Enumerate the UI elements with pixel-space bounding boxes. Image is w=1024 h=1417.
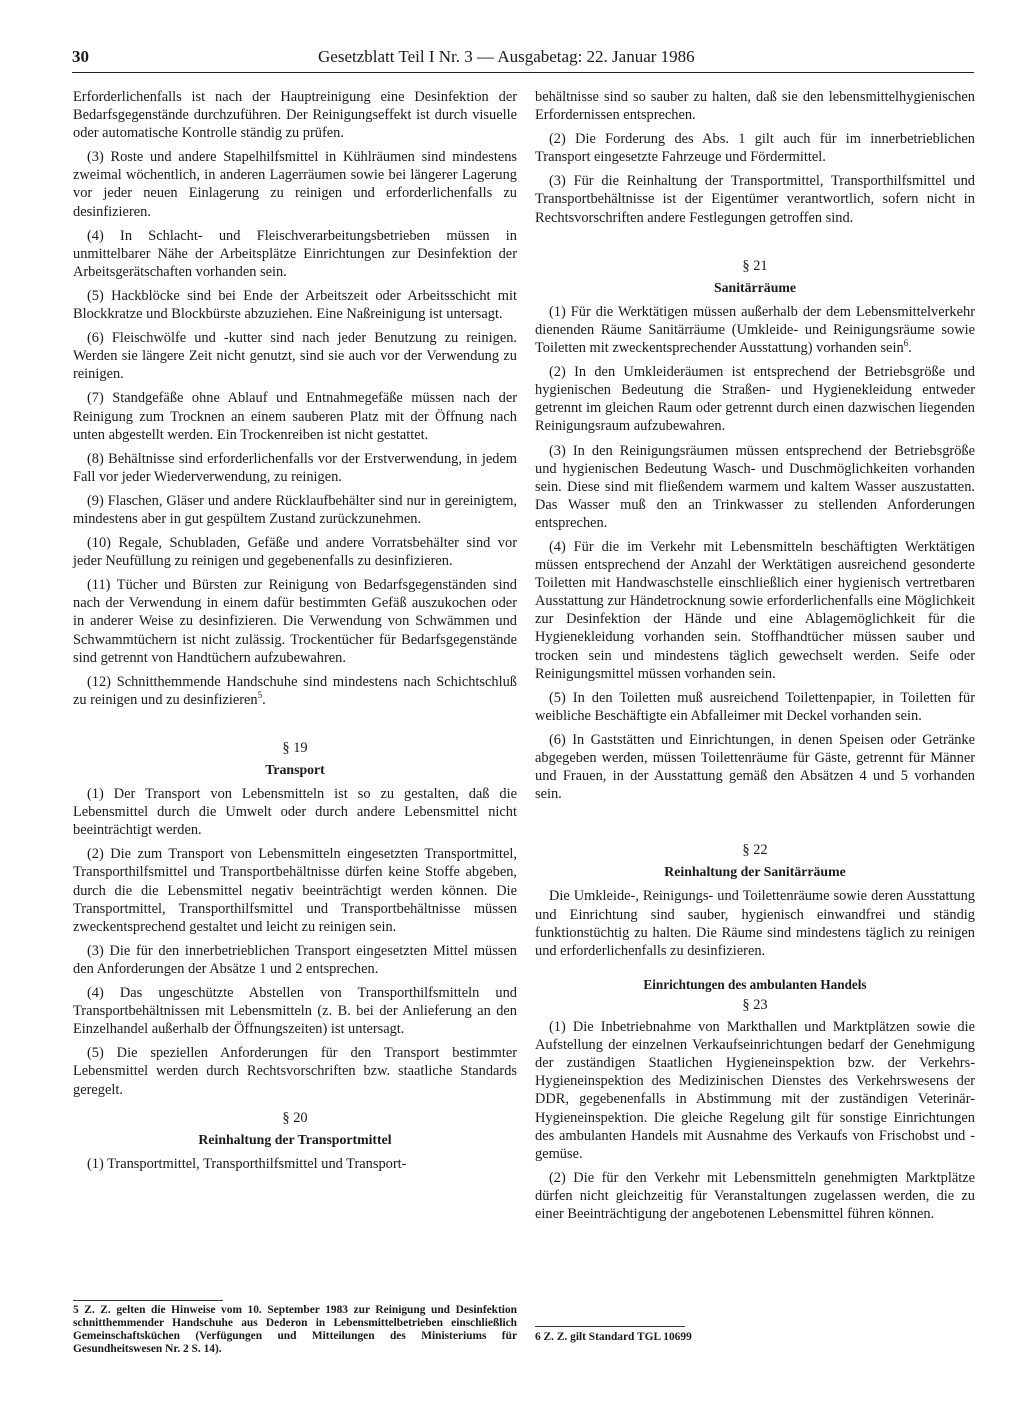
- section-title-19: Transport: [265, 762, 325, 777]
- paragraph: (3) Roste und andere Stapelhilfsmittel in Kühlräumen sind mindestens zweimal wöchentlich, in anderen Lagerräumen sowie bei längerer Lagerung vor jeder neuen Einlagerung zu reinigen und erforderlichenfalls zu desinfizieren.: [73, 149, 517, 220]
- paragraph: (4) Das ungeschützte Abstellen von Transporthilfsmitteln und Transportbehältnissen mit Lebensmitteln (z. B. bei der Anlieferung an den Einzelhandel außerhalb der Öffnungszeiten) ist untersagt.: [73, 985, 517, 1038]
- paragraph: (5) Hackblöcke sind bei Ende der Arbeitszeit oder Arbeitsschicht mit Blockkratze und Blockbürste abzuziehen. Eine Naßreinigung ist untersagt.: [73, 287, 517, 323]
- paragraph: (3) Für die Reinhaltung der Transportmittel, Transporthilfsmittel und Transportbehältnisse ist der Eigentümer verantwortlich, sofern nicht in Rechtsvorschriften andere Festlegungen getroffen sind.: [535, 173, 975, 226]
- spacer: [535, 233, 975, 247]
- paragraph: (9) Flaschen, Gläser und andere Rücklaufbehälter sind nur in gereinigtem, mindestens aber in gut gespültem Zustand zurückzunehmen.: [73, 492, 517, 527]
- paragraph: (2) Die Forderung des Abs. 1 gilt auch für im innerbetrieblichen Transport eingesetzte Fahrzeuge und Fördermittel.: [535, 131, 975, 166]
- part-heading: Einrichtungen des ambulanten Handels: [643, 976, 867, 992]
- section-number-21: § 21: [742, 257, 768, 274]
- paragraph: behältnisse sind so sauber zu halten, daß sie den lebensmittelhygienischen Erfordernissen entsprechen.: [535, 89, 975, 124]
- paragraph: Erforderlichenfalls ist nach der Hauptreinigung eine Desinfektion der Bedarfsgegenstände durchzuführen. Der Reinigungseffekt ist durch visuelle oder automatische Kontrolle ständig zu prüfen.: [73, 89, 517, 142]
- paragraph-end: .: [262, 691, 266, 708]
- spacer: [73, 715, 517, 729]
- section-title-21: Sanitärräume: [713, 279, 796, 295]
- left-column: [73, 88, 517, 1179]
- paragraph-text: (12) Schnitthemmende Handschuhe sind mindestens nach Schichtschluß zu reinigen und zu desinfizieren: [73, 673, 517, 708]
- spacer: [535, 809, 975, 831]
- paragraph: (2) In den Umkleideräumen ist entsprechend der Betriebsgröße und hygienischen Bedeutung die Straßen- und Hygienekleidung entweder getrennt im gleichen Raum oder getrennt durch einen dazwischen liegenden Reinigungsraum aufzubewahren.: [535, 364, 975, 435]
- right-column: [535, 88, 975, 1229]
- footnote-ref-6[interactable]: 6: [903, 338, 909, 349]
- paragraph: (1) Der Transport von Lebensmitteln ist so zu gestalten, daß die Lebensmittel durch die Umwelt oder durch andere Lebensmittel nicht beeinträchtigt werden.: [73, 786, 517, 839]
- paragraph: (5) In den Toiletten muß ausreichend Toilettenpapier, in Toiletten für weibliche Beschäftigte ein Abfalleimer mit Deckel vorhanden sein.: [535, 689, 975, 724]
- paragraph: (1) Transportmittel, Transporthilfsmittel und Transport-: [87, 1155, 407, 1172]
- header-rule: [72, 72, 974, 73]
- paragraph: (8) Behältnisse sind erforderlichenfalls vor der Erstverwendung, in jedem Fall vor jeder Wiederverwendung, zu reinigen.: [73, 450, 517, 485]
- page-number: 30: [72, 47, 89, 66]
- paragraph-text: (1) Für die Werktätigen müssen außerhalb der dem Lebensmittelverkehr dienenden Räume Sanitärräume (Umkleide- und Reinigungsräume sowie Toiletten mit zweckentsprechender Ausstattung) vorhanden sein: [535, 303, 975, 357]
- paragraph: (6) In Gaststätten und Einrichtungen, in denen Speisen oder Getränke abgegeben werden, müssen Toilettenräume für Gäste, getrennt für Männer und Frauen, in der Ausstattung gemäß den Absätzen 4 und 5 vorhanden sein.: [535, 731, 975, 803]
- footnote-6: 6 Z. Z. gilt Standard TGL 10699: [535, 1331, 692, 1343]
- paragraph: (11) Tücher und Bürsten zur Reinigung von Bedarfsgegenständen sind nach der Verwendung in einem dafür bestimmten Gefäß auszukochen oder in anderer Weise zu desinfizieren. Die Verwendung von Schwämmen und Schwammtüchern ist nicht zulässig. Trockentücher für Bedarfsgegenstände sind getrennt von Handtüchern aufzubewahren.: [73, 577, 517, 666]
- footnote-rule: [73, 1300, 223, 1301]
- footnote-5: 5 Z. Z. gelten die Hinweise vom 10. September 1983 zur Reinigung und Desinfektion schnitthemmender Handschuhe aus Dederon in Lebensmittelbetrieben einschließlich Gemeinschaftsküchen (Verfügungen und Mitteilungen des Ministeriums für Gesundheitswesen Nr. 2 S. 14).: [73, 1304, 517, 1355]
- paragraph: (5) Die speziellen Anforderungen für den Transport bestimmter Lebensmittel werden durch Rechtsvorschriften bzw. staatliche Standards geregelt.: [73, 1045, 517, 1098]
- footnote-rule: [535, 1326, 685, 1327]
- paragraph: (7) Standgefäße ohne Ablauf und Entnahmegefäße müssen nach der Reinigung zum Trocknen an einem sauberen Platz mit der Öffnung nach unten abgestellt werden. Ein Trockenreiben ist nicht gestattet.: [73, 390, 517, 443]
- paragraph-12: [73, 673, 517, 709]
- paragraph: Die Umkleide-, Reinigungs- und Toilettenräume sowie deren Ausstattung und Einrichtung sind sauber, hygienisch einwandfrei und ständig funktionstüchtig zu halten. Die Räume sind mindestens täglich zu reinigen und erforderlichenfalls zu desinfizieren.: [535, 888, 975, 959]
- paragraph: (2) Die zum Transport von Lebensmitteln eingesetzten Transportmittel, Transporthilfsmittel und Transportbehältnisse dürfen keine Stoffe abgeben, durch die die Lebensmittel negativ beeinträchtigt werden können. Die Transportmittel, Transporthilfsmittel und Transportbehältnisse müssen zweckentsprechend gestaltet und leicht zu reinigen sein.: [73, 846, 517, 935]
- paragraph-21-1: [535, 303, 975, 357]
- section-title-22: Reinhaltung der Sanitärräume: [664, 864, 846, 880]
- section-title-20: Reinhaltung der Transportmittel: [198, 1131, 392, 1147]
- section-number-19: § 19: [282, 739, 308, 756]
- paragraph: (4) In Schlacht- und Fleischverarbeitungsbetrieben müssen in unmittelbarer Nähe der Arbeitsplätze Einrichtungen zur Desinfektion der Arbeitsgerätschaften vorhanden sein.: [73, 227, 517, 280]
- section-number-20: § 20: [282, 1109, 308, 1126]
- paragraph: (4) Für die im Verkehr mit Lebensmitteln beschäftigten Werktätigen müssen entsprechend der Anzahl der Werktätigen ausreichend gesonderte Toiletten mit Handwaschstelle einschließlich einer hygienisch vertretbaren Ausstattung zur Händetrocknung sowie erforderlichenfalls eine Möglichkeit zur Desinfektion der Hände und eine Ablagemöglichkeit für die Hygienekleidung vorhanden sein. Stoffhandtücher müssen sauber und trocken sein und mindestens täglich gewechselt werden. Seife oder Reinigungsmittel müssen vorhanden sein.: [535, 538, 975, 682]
- paragraph: (2) Die für den Verkehr mit Lebensmitteln genehmigten Marktplätze dürfen nicht gleichzeitig für Veranstaltungen zugelassen werden, die zu einer Beeinträchtigung der angebotenen Lebensmittel führen können.: [535, 1169, 975, 1222]
- section-number-23: § 23: [742, 996, 768, 1013]
- paragraph: (1) Die Inbetriebnahme von Markthallen und Marktplätzen sowie die Aufstellung der einzelnen Verkaufseinrichtungen bedarf der Genehmigung der zuständigen Staatlichen Hygieneinspektion bzw. der Verkehrs-Hygieneinspektion des Medizinischen Dienstes des Verkehrswesens der DDR, gegebenenfalls in Abstimmung mit der zuständigen Veterinär-Hygieneinspektion. Die gleiche Regelung gilt für sonstige Einrichtungen des ambulanten Handels mit Ausnahme des Verkaufs von Frischobst und -gemüse.: [535, 1019, 975, 1162]
- paragraph: (6) Fleischwölfe und -kutter sind nach jeder Benutzung zu reinigen. Werden sie längere Zeit nicht genutzt, sind sie auch vor der Verwendung zu reinigen.: [73, 330, 517, 383]
- running-head: Gesetzblatt Teil I Nr. 3 — Ausgabetag: 22. Januar 1986: [318, 47, 695, 66]
- section-number-22: § 22: [742, 842, 768, 859]
- paragraph: (3) In den Reinigungsräumen müssen entsprechend der Betriebsgröße und hygienischen Bedeutung Wasch- und Duschmöglichkeiten vorhanden sein. Diese sind mit fließendem warmem und kaltem Wasser auszustatten. Das Wasser muß den an Trinkwasser zu stellenden Anforderungen entsprechen.: [535, 442, 975, 531]
- footnote-ref-5[interactable]: 5: [257, 690, 263, 701]
- paragraph: (10) Regale, Schubladen, Gefäße und andere Vorratsbehälter sind vor jeder Neufüllung zu reinigen und gegebenenfalls zu desinfizieren.: [73, 535, 517, 570]
- paragraph: (3) Die für den innerbetrieblichen Transport eingesetzten Mittel müssen den Anforderungen der Absätze 1 und 2 entsprechen.: [73, 942, 517, 977]
- paragraph-end: .: [908, 340, 912, 357]
